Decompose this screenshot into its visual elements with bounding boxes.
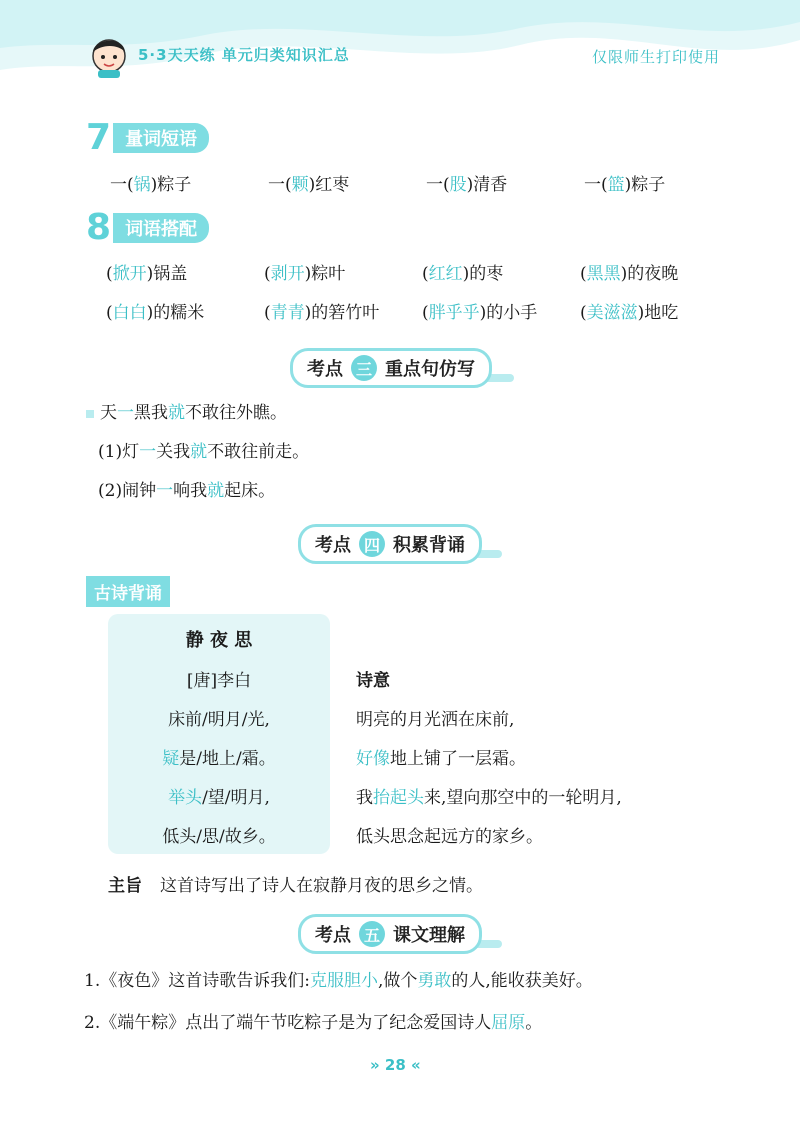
poem-meaning-4: 低头思念起远方的家乡。 bbox=[356, 827, 543, 847]
example-sentence: 天一黑我就不敢往外瞧。 bbox=[86, 398, 287, 423]
measure-word-item: 一(篮)粽子 bbox=[584, 175, 666, 195]
collocation-item: (美滋滋)地吃 bbox=[580, 303, 679, 323]
bullet-square-icon bbox=[86, 410, 94, 418]
poem-line-2: 疑是/地上/霜。 bbox=[162, 749, 276, 769]
kaodian-label: 考点 bbox=[315, 925, 351, 946]
collocation-item: (黑黑)的夜晚 bbox=[580, 264, 679, 284]
collocation-item: (掀开)锅盖 bbox=[106, 264, 188, 284]
kaodian-number: 三 bbox=[351, 355, 377, 381]
collocation-item: (白白)的糯米 bbox=[106, 303, 205, 323]
kaodian-number: 五 bbox=[359, 921, 385, 947]
imitation-sentence-1: (1)灯一关我就不敢往前走。 bbox=[98, 442, 310, 462]
cartoon-boy-icon bbox=[84, 30, 134, 80]
section-title: 词语搭配 bbox=[113, 213, 209, 243]
measure-word-item: 一(锅)粽子 bbox=[110, 175, 192, 195]
comprehension-item-1: 1.《夜色》这首诗歌告诉我们:克服胆小,做个勇敢的人,能收获美好。 bbox=[84, 971, 593, 991]
kaodian-label: 考点 bbox=[307, 359, 343, 380]
theme-text: 这首诗写出了诗人在寂静月夜的思乡之情。 bbox=[160, 876, 483, 896]
kaodian-number: 四 bbox=[359, 531, 385, 557]
poem-meaning-1: 明亮的月光洒在床前, bbox=[356, 710, 515, 730]
section-title: 量词短语 bbox=[113, 123, 209, 153]
section-number: 8 bbox=[86, 207, 112, 248]
ancient-poem-tag: 古诗背诵 bbox=[86, 576, 170, 607]
kaodian-label-box bbox=[290, 348, 492, 388]
section-8-heading bbox=[86, 207, 209, 248]
section-7-heading bbox=[86, 117, 209, 158]
header-usage-note: 仅限师生打印使用 bbox=[591, 48, 720, 66]
poem-author: [唐]李白 bbox=[186, 671, 252, 691]
collocation-item: (青青)的箬竹叶 bbox=[264, 303, 380, 323]
kaodian-title: 重点句仿写 bbox=[385, 359, 475, 380]
poem-line-4: 低头/思/故乡。 bbox=[162, 827, 276, 847]
kaodian-title: 积累背诵 bbox=[393, 535, 465, 556]
collocation-row bbox=[106, 259, 738, 284]
collocation-row bbox=[106, 298, 738, 323]
kaodian-5-banner bbox=[0, 914, 800, 954]
kaodian-label-box bbox=[298, 914, 482, 954]
kaodian-4-banner bbox=[0, 524, 800, 564]
poem-line-1: 床前/明月/光, bbox=[168, 710, 270, 730]
collocation-item: (剥开)粽叶 bbox=[264, 264, 346, 284]
header-title: 5·3天天练 单元归类知识汇总 bbox=[138, 46, 350, 64]
arrow-right-icon: » bbox=[370, 1056, 385, 1074]
kaodian-label-box bbox=[298, 524, 482, 564]
comprehension-item-2: 2.《端午粽》点出了端午节吃粽子是为了纪念爱国诗人屈原。 bbox=[84, 1013, 543, 1033]
collocation-item: (胖乎乎)的小手 bbox=[422, 303, 538, 323]
poem-title: 静 夜 思 bbox=[185, 630, 253, 651]
measure-word-item: 一(颗)红枣 bbox=[268, 175, 350, 195]
page-number: » 28 « bbox=[370, 1056, 421, 1074]
kaodian-title: 课文理解 bbox=[393, 925, 465, 946]
kaodian-3-banner bbox=[0, 348, 800, 388]
imitation-sentence-2: (2)闹钟一响我就起床。 bbox=[98, 481, 276, 501]
kaodian-label: 考点 bbox=[315, 535, 351, 556]
poem-meaning-title: 诗意 bbox=[356, 671, 390, 691]
section-number: 7 bbox=[86, 117, 112, 158]
measure-word-item: 一(股)清香 bbox=[426, 175, 508, 195]
poem-meaning-2: 好像地上铺了一层霜。 bbox=[356, 749, 526, 769]
poem-line-3: 举头/望/明月, bbox=[168, 788, 270, 808]
poem-theme bbox=[108, 871, 483, 896]
arrow-left-icon: « bbox=[405, 1056, 421, 1074]
theme-label: 主旨 bbox=[108, 876, 142, 896]
collocation-item: (红红)的枣 bbox=[422, 264, 504, 284]
measure-word-row bbox=[110, 170, 742, 195]
poem-meaning-3: 我抬起头来,望向那空中的一轮明月, bbox=[356, 788, 622, 808]
